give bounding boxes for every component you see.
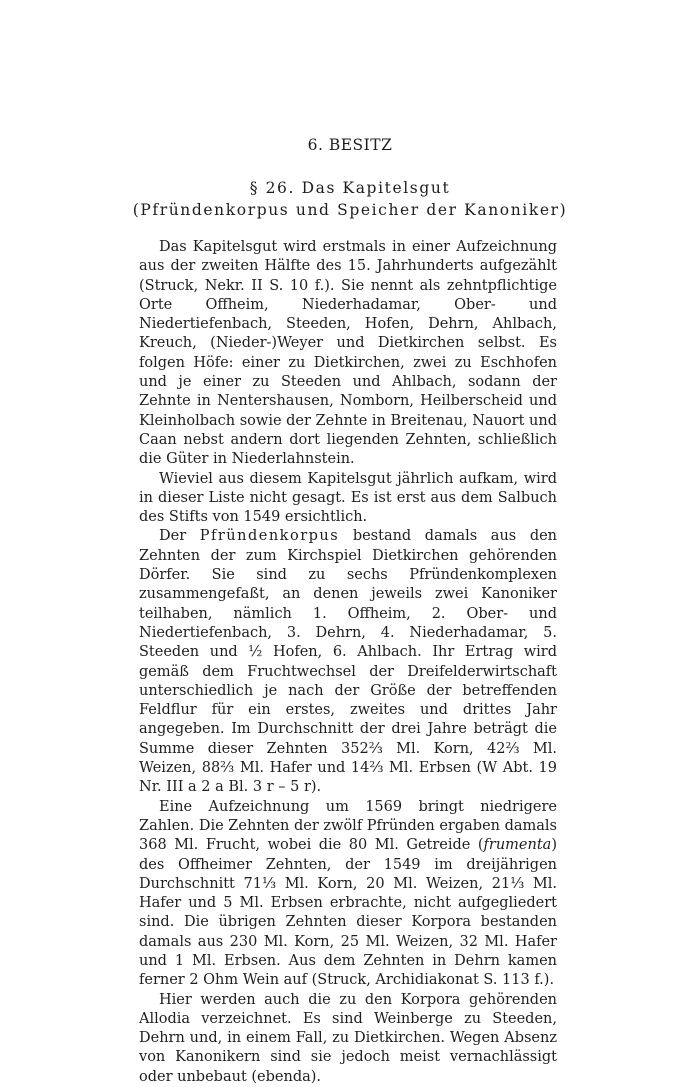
paragraph-5: Hier werden auch die zu den Korpora gehörenden Allodia verzeichnet. Es sind Weinberge zu Steeden, Dehrn und, in einem Fall, zu Dietkirchen. Wegen Absenz von Kanonikern sind sie jedoch meist vernachlässigt oder unbebaut (ebenda). bbox=[139, 991, 557, 1085]
section-heading bbox=[0, 177, 700, 221]
chapter-heading: 6. BESITZ bbox=[307, 136, 393, 154]
paragraph-4-rest: ) des Offheimer Zehnten, der 1549 im dreijährigen Durchschnitt 71⅓ Ml. Korn, 20 Ml. Weizen, 21⅓ Ml. Hafer und 5 Ml. Erbsen erbrachte, nicht aufgegliedert sind. Die übrigen Zehnten dieser Korpora bestanden damals aus 230 Ml. Korn, 25 Ml. Weizen, 32 Ml. Hafer und 1 Ml. Erbsen. Aus dem Zehnten in Dehrn kamen ferner 2 Ohm Wein auf (Struck, Archidiakonat S. 113 f.). bbox=[139, 837, 557, 989]
paragraph-2: Wieviel aus diesem Kapitelsgut jährlich aufkam, wird in dieser Liste nicht gesagt. Es ist erst aus dem Salbuch des Stifts von 1549 ersichtlich. bbox=[139, 470, 557, 526]
paragraph-3 bbox=[139, 527, 557, 797]
paragraph-4 bbox=[139, 798, 557, 991]
paragraph-4-start: Eine Aufzeichnung um 1569 bringt niedrigere Zahlen. Die Zehnten der zwölf Pfründen ergaben damals 368 Ml. Frucht, wobei die 80 Ml. Getreide ( bbox=[139, 798, 557, 854]
italic-term: frumenta bbox=[483, 837, 552, 854]
paragraph-3-start: Der bbox=[159, 528, 187, 545]
body-text bbox=[139, 238, 557, 1087]
paragraph-1: Das Kapitelsgut wird erstmals in einer Aufzeichnung aus der zweiten Hälfte des 15. Jahrhunderts aufgezählt (Struck, Nekr. II S. 10 f.). Sie nennt als zehntpflichtige Orte Offheim, Niederhadamar, Ober- und Niedertiefenbach, Steeden, Hofen, Dehrn, Ahlbach, Kreuch, (Nieder-)Weyer und Dietkirchen selbst. Es folgen Höfe: einer zu Dietkirchen, zwei zu Eschhofen und je einer zu Steeden und Ahlbach, sodann der Zehnte in Nentershausen, Nomborn, Heilberscheid und Kleinholbach sowie der Zehnte in Breitenau, Nauort und Caan nebst andern dort liegenden Zehnten, schließlich die Güter in Niederlahnstein. bbox=[139, 239, 557, 468]
section-subtitle: (Pfründenkorpus und Speicher der Kanoniker) bbox=[132, 201, 568, 219]
emphasized-term: Pfründenkorpus bbox=[199, 528, 340, 545]
paragraph-3-rest: bestand damals aus den Zehnten der zum Kirchspiel Dietkirchen gehörenden Dörfer. Sie sind zu sechs Pfründenkomplexen zusammengefaßt, an denen jeweils zwei Kanoniker teilhaben, nämlich 1. Offheim, 2. Ober- und Niedertiefenbach, 3. Dehrn, 4. Niederhadamar, 5. Steeden und ½ Hofen, 6. Ahlbach. Ihr Ertrag wird gemäß dem Fruchtwechsel der Dreifelderwirtschaft unterschiedlich je nach der Größe der betreffenden Feldflur für ein erstes, zweites und drittes Jahr angegeben. Im Durchschnitt der drei Jahre beträgt die Summe dieser Zehnten 352⅔ Ml. Korn, 42⅔ Ml. Weizen, 88⅔ Ml. Hafer und 14⅔ Ml. Erbsen (W Abt. 19 Nr. III a 2 a Bl. 3 r – 5 r). bbox=[139, 528, 558, 796]
section-title: § 26. Das Kapitelsgut bbox=[249, 179, 451, 197]
